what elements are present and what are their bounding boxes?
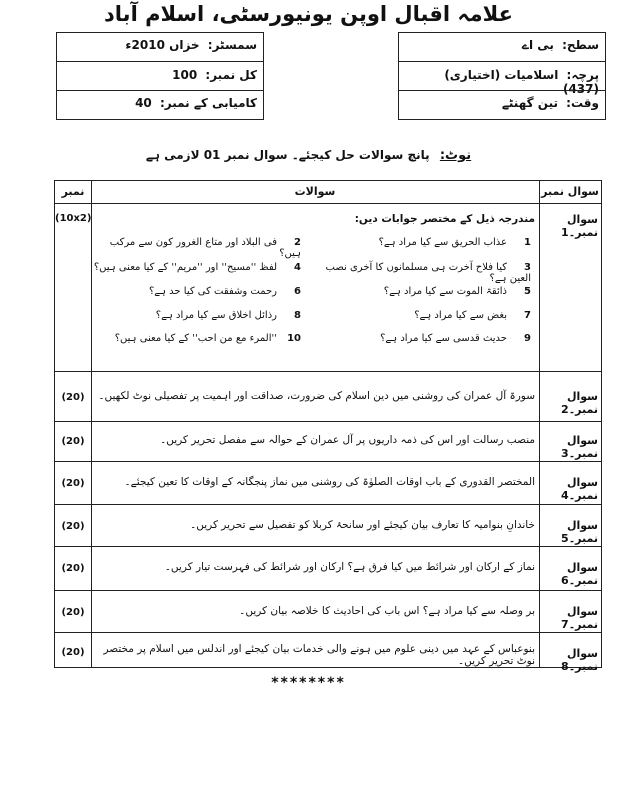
row-divider-3 [55, 461, 601, 462]
question-2-number: سوال نمبر۔2 [561, 390, 598, 416]
sub-question-5: 5ذائقۃ الموت سے کیا مراد ہے؟ [383, 286, 531, 297]
question-5-number: سوال نمبر۔5 [561, 519, 598, 545]
level-value: بی اے [521, 38, 554, 52]
note-label: نوٹ: [439, 148, 472, 163]
row-divider-1 [55, 371, 601, 372]
passing-marks-row [57, 96, 263, 110]
question-1-intro: مندرجہ ذیل کے مختصر جوابات دیں: [354, 213, 535, 225]
sub-question-6: 6رحمت وشفقت کی کیا حد ہے؟ [148, 286, 301, 297]
question-3-marks: (20) [61, 436, 85, 447]
passing-marks-value: 40 [135, 96, 152, 110]
sub-question-10: 10''المرء مع من احب'' کے کیا معنی ہیں؟ [114, 333, 301, 344]
row-divider-6 [55, 590, 601, 591]
question-8-marks: (20) [61, 647, 85, 658]
question-8-text: بنوعباس کے عہد میں دینی علوم میں ہونے والی خدمات بیان کیجئے اور اندلس میں اسلام پر مختصر نوٹ تحریر کریں۔ [103, 643, 535, 667]
passing-marks-label: کامیابی کے نمبر: [159, 96, 257, 110]
time-value: تین گھنٹے [501, 96, 558, 110]
question-2-marks: (20) [61, 392, 85, 403]
question-4-marks: (20) [61, 478, 85, 489]
question-5-text: خاندانِ بنوامیہ کا تعارف بیان کیجئے اور سانحۂ کربلا کو تفصیل سے تحریر کریں۔ [190, 519, 535, 531]
sub-question-2: 2فی البلاد اور متاع الغرور کون سے مرکب ہیں؟ [109, 237, 301, 259]
total-marks-label: کل نمبر: [205, 68, 257, 82]
header-row-divider [55, 203, 601, 204]
header-questions: سوالات [294, 185, 336, 198]
row-divider-5 [55, 546, 601, 547]
sub-question-4: 4لفظ ''مسیح'' اور ''مریم'' کے کیا معنی ہیں؟ [93, 262, 301, 273]
right-box-divider-2 [399, 90, 605, 91]
questions-table [54, 180, 602, 673]
paper-row [399, 68, 605, 96]
paper-value: اسلامیات (اختیاری) (437) [444, 68, 599, 96]
left-box-divider-2 [57, 90, 263, 91]
sub-question-8: 8رذائل اخلاق سے کیا مراد ہے؟ [155, 310, 301, 321]
question-2-text: سورۃ آل عمران کی روشنی میں دین اسلام کی ضرورت، صداقت اور اہمیت پر تفصیلی نوٹ لکھیں۔ [98, 390, 535, 402]
sub-question-9: 9حدیث قدسی سے کیا مراد ہے؟ [380, 333, 531, 344]
time-label: وقت: [566, 96, 599, 110]
sub-question-3: 3کیا فلاح آخرت ہی مسلمانوں کا آخری نصب العین ہے؟ [325, 262, 531, 284]
question-3-number: سوال نمبر۔3 [561, 434, 598, 460]
question-5-marks: (20) [61, 521, 85, 532]
header-question-no: سوال نمبر [541, 185, 599, 198]
question-4-number: سوال نمبر۔4 [561, 476, 598, 502]
level-row [399, 38, 605, 52]
instruction-note [0, 148, 617, 163]
total-marks-value: 100 [172, 68, 198, 82]
row-divider-4 [55, 504, 601, 505]
university-title: علامہ اقبال اوپن یونیورسٹی، اسلام آباد [104, 2, 513, 26]
end-stars: ******** [271, 675, 346, 691]
question-8-number: سوال نمبر۔8 [561, 647, 598, 673]
right-box-divider-1 [399, 61, 605, 62]
question-no-column-divider [539, 181, 540, 667]
left-info-box [56, 32, 264, 120]
question-6-text: نماز کے ارکان اور شرائط میں کیا فرق ہے؟ ارکان اور شرائط کی فہرست تیار کریں۔ [164, 561, 535, 573]
question-1-number: سوال نمبر۔1 [561, 213, 598, 239]
semester-label: سمسٹر: [207, 38, 257, 52]
header-marks: نمبر [61, 185, 85, 198]
right-info-box [398, 32, 606, 120]
left-box-divider-1 [57, 61, 263, 62]
semester-value: خزاں 2010ء [125, 38, 200, 52]
time-row [399, 96, 605, 110]
note-text: پانچ سوالات حل کیجئے۔ سوال نمبر 01 لازمی ہے [145, 148, 430, 162]
row-divider-2 [55, 421, 601, 422]
semester-row [57, 38, 263, 52]
level-label: سطح: [562, 38, 599, 52]
row-divider-7 [55, 632, 601, 633]
question-3-text: منصب رسالت اور اس کی ذمہ داریوں پر آل عمران کے حوالہ سے مفصل تحریر کریں۔ [160, 434, 535, 446]
question-7-marks: (20) [61, 607, 85, 618]
question-6-number: سوال نمبر۔6 [561, 561, 598, 587]
question-7-text: بر وصلہ سے کیا مراد ہے؟ اس باب کی احادیث کا خلاصہ بیان کریں۔ [239, 605, 535, 617]
sub-question-7: 7بغض سے کیا مراد ہے؟ [414, 310, 531, 321]
question-1-marks: (10x2) [55, 213, 92, 224]
question-4-text: المختصر القدوری کے باب اوقات الصلوٰۃ کی روشنی میں نماز پنجگانہ کے اوقات کا تعین کیجئے۔ [124, 476, 535, 488]
total-marks-row [57, 68, 263, 82]
sub-question-1: 1عذاب الحریق سے کیا مراد ہے؟ [378, 237, 531, 248]
paper-label: پرچہ: [566, 68, 599, 82]
question-6-marks: (20) [61, 563, 85, 574]
question-7-number: سوال نمبر۔7 [561, 605, 598, 631]
